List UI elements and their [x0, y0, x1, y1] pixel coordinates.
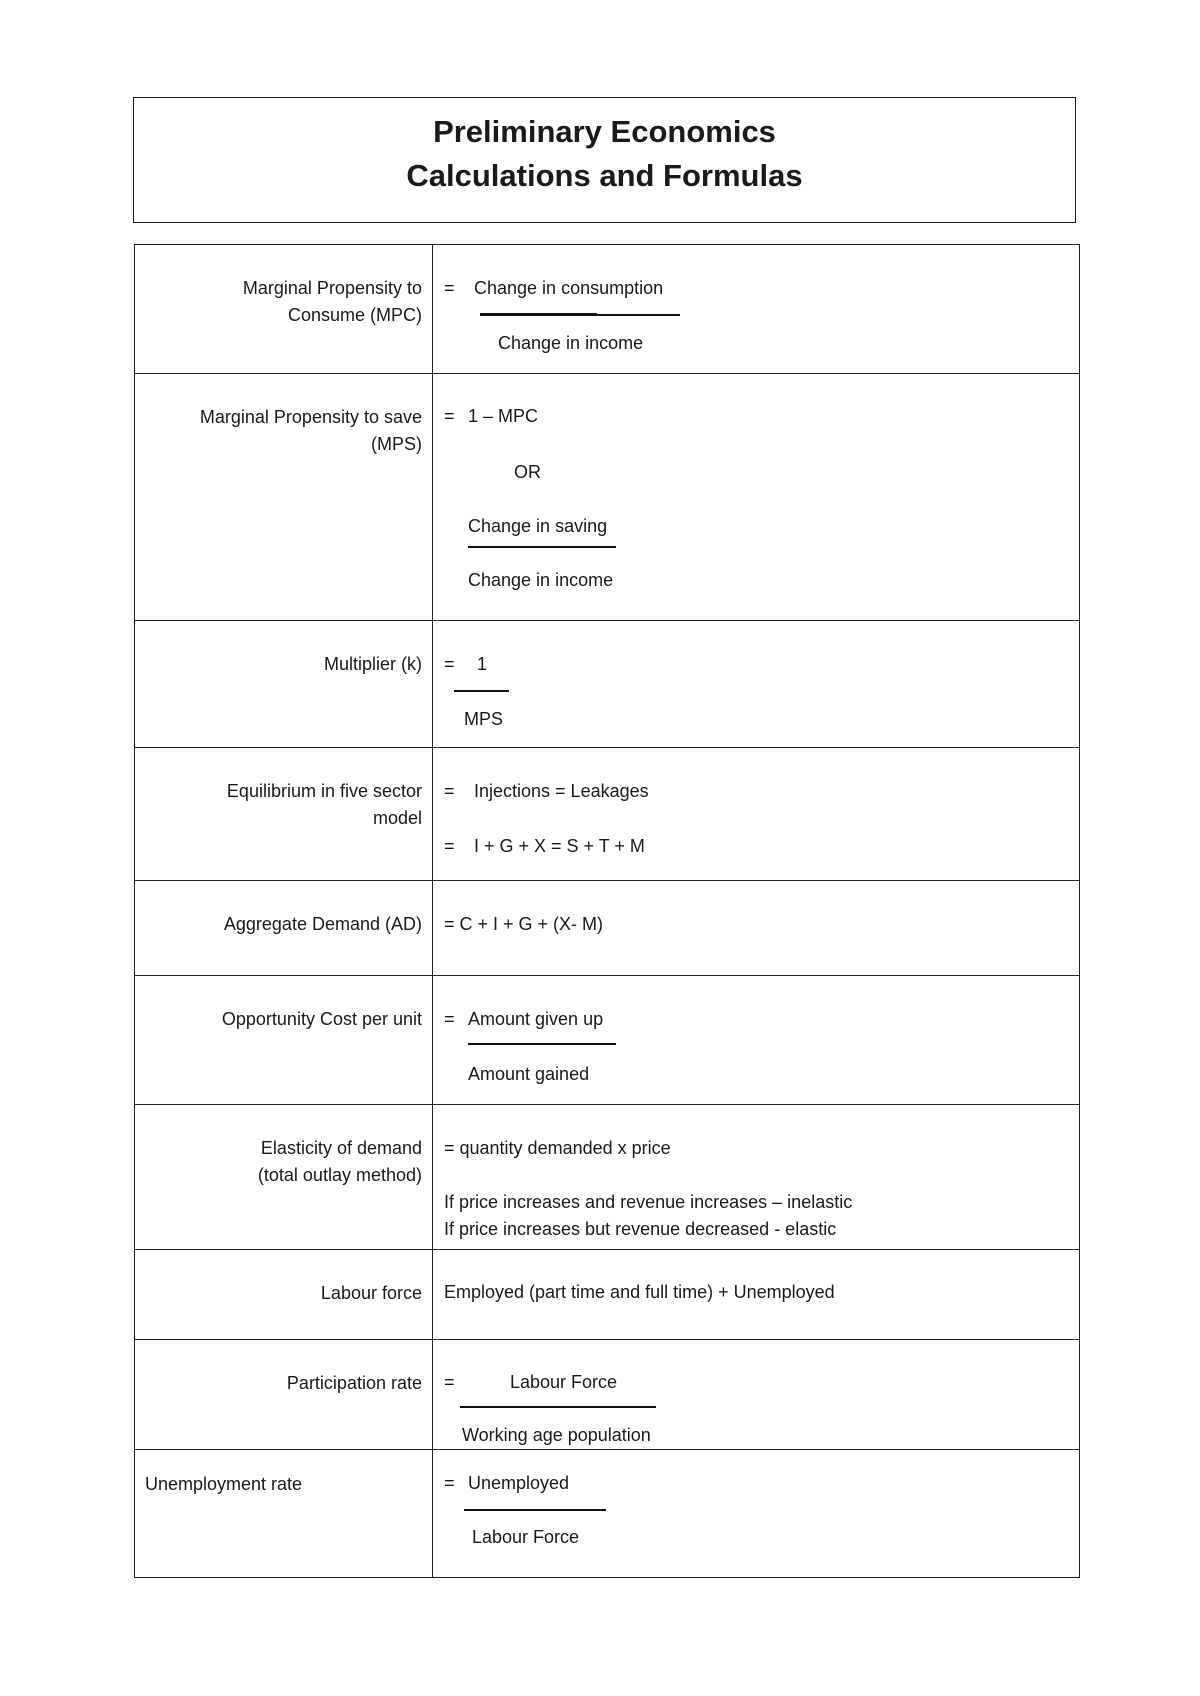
- formula-cell: [433, 748, 1080, 881]
- term-cell: [135, 245, 433, 374]
- term-label: [135, 748, 432, 832]
- numerator: Unemployed: [468, 1473, 570, 1493]
- numerator: Change in saving: [468, 516, 608, 536]
- term-label: [135, 621, 432, 678]
- term-label: [135, 374, 432, 458]
- formula-cell: [433, 1450, 1080, 1578]
- term-cell: [135, 1340, 433, 1450]
- table-row-elasticity: [135, 1105, 1080, 1250]
- table-row-participation-rate: [135, 1340, 1080, 1450]
- formula-text: Employed (part time and full time) + Unemployed: [444, 1282, 835, 1302]
- table-row-mpc: [135, 245, 1080, 374]
- term-cell: [135, 1450, 433, 1578]
- table-row-unemployment-rate: [135, 1450, 1080, 1578]
- term-line: Marginal Propensity to: [242, 278, 422, 298]
- term-line: (MPS): [371, 434, 422, 454]
- fraction-bar: [460, 1406, 656, 1408]
- formula-cell: [433, 245, 1080, 374]
- fraction-bar: [468, 546, 616, 548]
- term-line: Unemployment rate: [145, 1474, 303, 1494]
- formula-text: Injections = Leakages: [474, 781, 649, 801]
- formula-text: = C + I + G + (X- M): [444, 914, 604, 934]
- formula-table: [134, 244, 1080, 1578]
- table-row-labour-force: [135, 1250, 1080, 1340]
- equals-sign: =: [444, 1473, 455, 1493]
- term-label: [135, 881, 432, 938]
- formula-text: I + G + X = S + T + M: [474, 836, 645, 856]
- term-line: Opportunity Cost per unit: [221, 1009, 422, 1029]
- term-label: [135, 1250, 432, 1307]
- term-cell: [135, 621, 433, 748]
- equals-sign: =: [444, 406, 455, 426]
- term-cell: [135, 1105, 433, 1250]
- term-cell: [135, 374, 433, 621]
- denominator: MPS: [464, 709, 504, 729]
- note-text: If price increases but revenue decreased - elastic: [444, 1219, 837, 1239]
- denominator: Change in income: [468, 570, 614, 590]
- formula-cell: [433, 621, 1080, 748]
- denominator: Working age population: [462, 1425, 651, 1445]
- equals-sign: =: [444, 1372, 455, 1392]
- page-subtitle: Calculations and Formulas: [406, 158, 803, 193]
- denominator: Amount gained: [468, 1064, 590, 1084]
- term-cell: [135, 1250, 433, 1340]
- equals-sign: =: [444, 1009, 455, 1029]
- formula-cell: [433, 1340, 1080, 1450]
- formula-cell: [433, 976, 1080, 1105]
- fraction-bar: [464, 1509, 606, 1511]
- table-row-mps: [135, 374, 1080, 621]
- term-label: [135, 1105, 432, 1189]
- term-line: Marginal Propensity to save: [199, 407, 422, 427]
- numerator: Amount given up: [468, 1009, 604, 1029]
- term-label: [135, 245, 432, 329]
- term-line: Aggregate Demand (AD): [223, 914, 422, 934]
- table-row-equilibrium: [135, 748, 1080, 881]
- title-box: [133, 97, 1076, 223]
- equals-sign: =: [444, 836, 455, 856]
- formula-cell: [433, 1105, 1080, 1250]
- denominator: Labour Force: [472, 1527, 580, 1547]
- term-cell: [135, 976, 433, 1105]
- table-row-multiplier: [135, 621, 1080, 748]
- fraction-bar-accent: [480, 313, 597, 315]
- equals-sign: =: [444, 654, 455, 674]
- note-text: If price increases and revenue increases – inelastic: [444, 1192, 853, 1212]
- denominator: Change in income: [498, 333, 644, 353]
- formula-cell: [433, 374, 1080, 621]
- formula-cell: [433, 1250, 1080, 1340]
- term-cell: [135, 748, 433, 881]
- term-line: Consume (MPC): [287, 305, 422, 325]
- equals-sign: =: [444, 781, 455, 801]
- term-line: Labour force: [320, 1283, 422, 1303]
- term-label: [135, 1340, 432, 1397]
- term-cell: [135, 881, 433, 976]
- formula-cell: [433, 881, 1080, 976]
- numerator: 1: [477, 654, 488, 674]
- term-line: Participation rate: [286, 1373, 422, 1393]
- page-title: Preliminary Economics: [433, 114, 776, 149]
- term-line: model: [372, 808, 422, 828]
- fraction-bar: [454, 690, 509, 692]
- table-row-aggregate-demand: [135, 881, 1080, 976]
- table-row-opportunity-cost: [135, 976, 1080, 1105]
- or-text: OR: [514, 462, 541, 482]
- term-label: [135, 976, 432, 1033]
- numerator: Labour Force: [510, 1372, 618, 1392]
- term-line: Elasticity of demand: [260, 1138, 422, 1158]
- term-line: (total outlay method): [257, 1165, 422, 1185]
- numerator: Change in consumption: [474, 278, 664, 298]
- term-label: [135, 1450, 432, 1498]
- term-line: Multiplier (k): [323, 654, 422, 674]
- formula-text: = quantity demanded x price: [444, 1138, 671, 1158]
- term-line: Equilibrium in five sector: [226, 781, 422, 801]
- formula-text: 1 – MPC: [468, 406, 539, 426]
- equals-sign: =: [444, 278, 455, 298]
- fraction-bar: [468, 1043, 616, 1045]
